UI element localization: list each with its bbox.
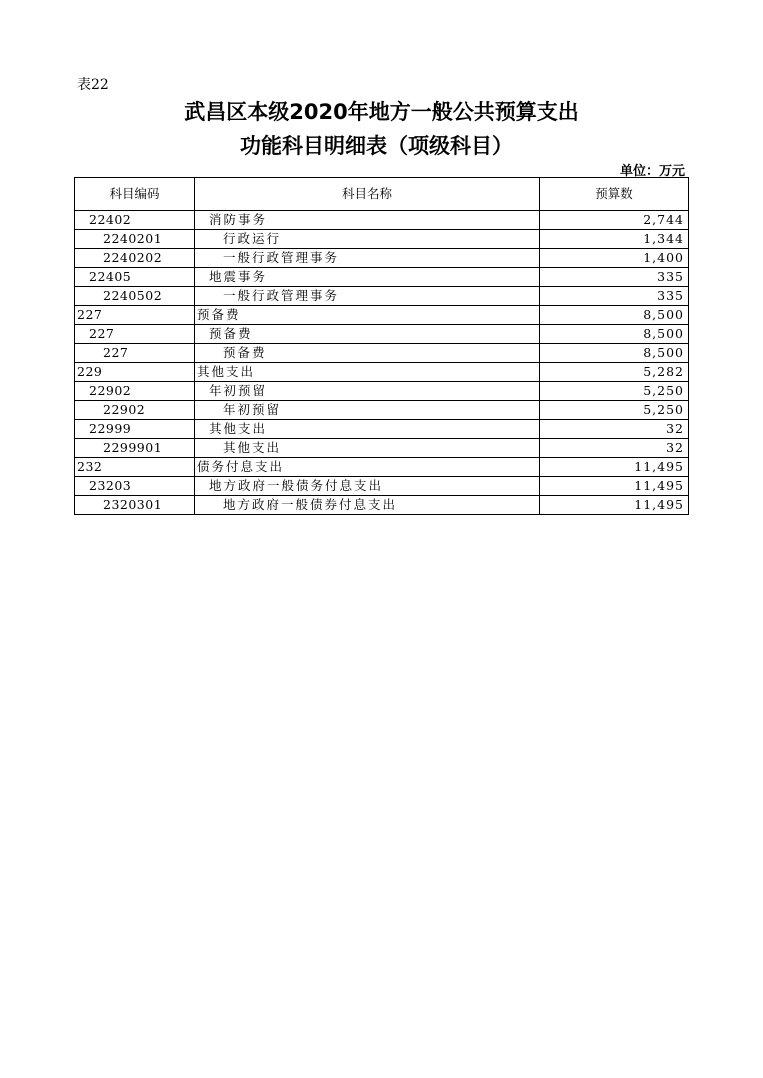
row-name: 其他支出 [195,363,540,382]
row-code: 227 [75,306,195,325]
table-row [75,458,689,477]
budget-table [74,177,689,515]
row-amount: 1,344 [540,230,689,249]
table-row [75,287,689,306]
document-subtitle: 功能科目明细表（项级科目） [240,134,513,158]
row-name: 地方政府一般债务付息支出 [195,477,540,496]
row-code: 2240201 [75,230,195,249]
row-name: 其他支出 [195,420,540,439]
row-name: 预备费 [195,306,540,325]
row-name: 债务付息支出 [195,458,540,477]
table-row [75,211,689,230]
row-code: 2299901 [75,439,195,458]
row-amount: 5,282 [540,363,689,382]
row-amount: 5,250 [540,382,689,401]
table-row [75,249,689,268]
table-row [75,306,689,325]
row-name: 地方政府一般债券付息支出 [195,496,540,515]
table-row [75,420,689,439]
table-row [75,401,689,420]
row-name: 行政运行 [195,230,540,249]
row-amount: 2,744 [540,211,689,230]
row-name: 消防事务 [195,211,540,230]
row-code: 2240502 [75,287,195,306]
table-row [75,230,689,249]
row-name: 预备费 [195,344,540,363]
row-code: 22405 [75,268,195,287]
row-name: 年初预留 [195,382,540,401]
row-amount: 5,250 [540,401,689,420]
row-code: 232 [75,458,195,477]
row-code: 22902 [75,382,195,401]
row-code: 2320301 [75,496,195,515]
row-amount: 32 [540,420,689,439]
row-amount: 11,495 [540,458,689,477]
row-amount: 335 [540,268,689,287]
header-amount: 预算数 [540,178,689,211]
row-name: 预备费 [195,325,540,344]
table-row [75,268,689,287]
table-row [75,325,689,344]
table-row [75,496,689,515]
row-amount: 8,500 [540,325,689,344]
row-code: 22902 [75,401,195,420]
row-amount: 1,400 [540,249,689,268]
table-row [75,477,689,496]
row-amount: 335 [540,287,689,306]
row-name: 年初预留 [195,401,540,420]
row-code: 2240202 [75,249,195,268]
row-amount: 32 [540,439,689,458]
row-name: 地震事务 [195,268,540,287]
row-code: 22402 [75,211,195,230]
row-code: 22999 [75,420,195,439]
row-amount: 8,500 [540,344,689,363]
row-code: 227 [75,344,195,363]
row-code: 227 [75,325,195,344]
table-label: 表22 [77,77,109,93]
header-name: 科目名称 [195,178,540,211]
table-row [75,344,689,363]
row-name: 其他支出 [195,439,540,458]
row-code: 229 [75,363,195,382]
table-row [75,439,689,458]
table-row [75,363,689,382]
header-code: 科目编码 [75,178,195,211]
row-amount: 11,495 [540,477,689,496]
document-title: 武昌区本级2020年地方一般公共预算支出 [184,100,579,124]
row-name: 一般行政管理事务 [195,249,540,268]
row-amount: 11,495 [540,496,689,515]
table-header-row [75,178,689,211]
row-code: 23203 [75,477,195,496]
row-amount: 8,500 [540,306,689,325]
unit-label: 单位：万元 [619,164,685,179]
row-name: 一般行政管理事务 [195,287,540,306]
table-row [75,382,689,401]
